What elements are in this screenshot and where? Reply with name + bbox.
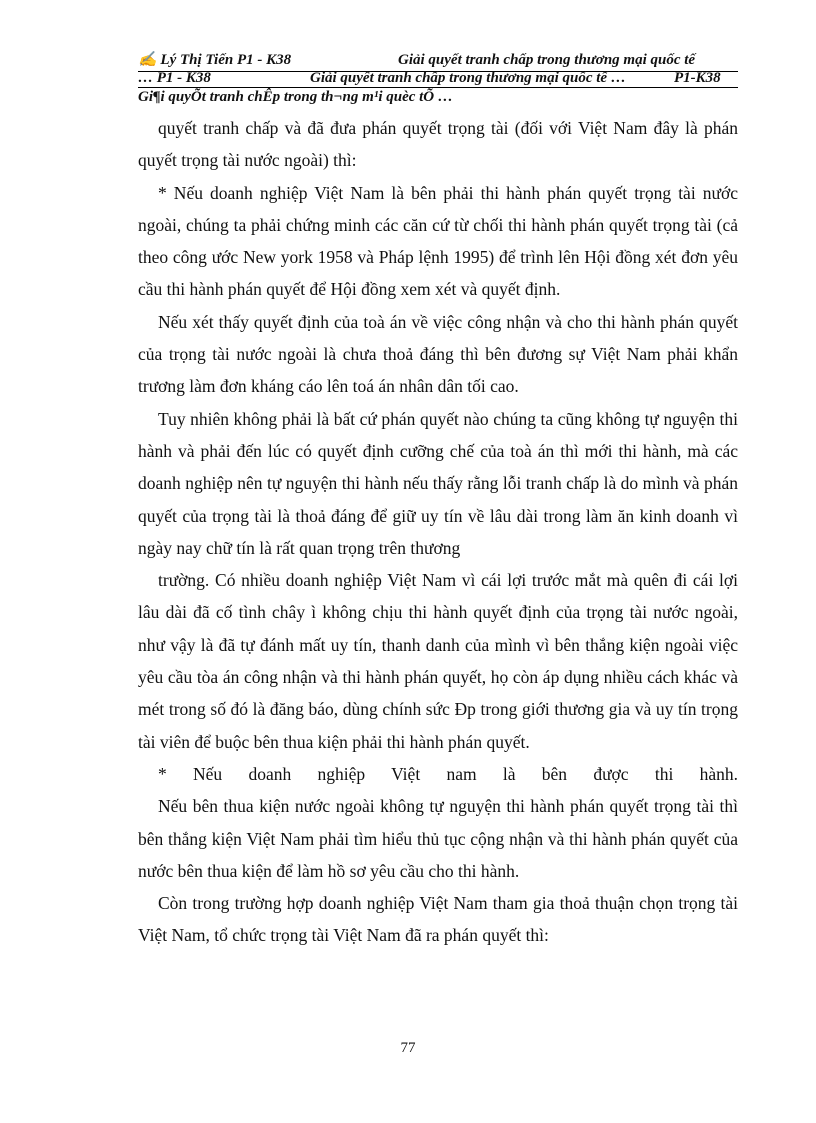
paragraph: * Nếu doanh nghiệp Việt Nam là bên phải thi hành phán quyết trọng tài nước ngoài, chúng ta phải chứng minh các căn cứ từ chối thi hành phán quyết trọng tài (cả theo công ước New york 1958 và Pháp lệnh 1995) để trình lên Hội đồng xét đơn yêu cầu thi hành phán quyết để Hội đồng xem xét và quyết định. <box>138 182 738 300</box>
paragraph: Nếu xét thấy quyết định của toà án về việc công nhận và cho thi hành phán quyết của trọng tài nước ngoài là chưa thoả đáng thì bên đương sự Việt Nam phải khẩn trương làm đơn kháng cáo lên toá án nhân dân tối cao. <box>138 311 738 397</box>
header-title-repeat: Giải quyết tranh chấp trong thương mại quốc tế … <box>310 70 626 86</box>
body-text <box>138 112 738 952</box>
paragraph: Nếu bên thua kiện nước ngoài không tự nguyện thi hành phán quyết trọng tài thì bên thắng kiện Việt Nam phải tìm hiểu thủ tục cộng nhận và thi hành phán quyết của nước bên thua kiện để làm hồ sơ yêu cầu cho thi hành. <box>138 796 738 881</box>
paragraph: trường. Có nhiều doanh nghiệp Việt Nam vì cái lợi trước mắt mà quên đi cái lợi lâu dài đã cố tình chây ì không chịu thi hành quyết định của trọng tài nước ngoài, như vậy là đã tự đánh mất uy tín, thanh danh của mình vì bên thắng kiện ngoài việc yêu cầu tòa án công nhận và thi hành phán quyết, họ còn áp dụng nhiều cách khác và mét trong số đó là đăng báo, dùng chính sức Đp trong giới thương gia và uy tín trọng tài viên để buộc bên thua kiện phải thi hành phán quyết. <box>138 570 738 752</box>
header-title: Giải quyết tranh chấp trong thương mại quốc tế <box>398 52 696 68</box>
paragraph: quyết tranh chấp và đã đưa phán quyết trọng tài (đối với Việt Nam đây là phán quyết trọng tài nước ngoài) thì: <box>138 118 738 171</box>
paragraph: Còn trong trường hợp doanh nghiệp Việt Nam tham gia thoả thuận chọn trọng tài Việt Nam, tổ chức trọng tài Việt Nam đã ra phán quyết thì: <box>138 893 738 946</box>
header-class-left: … P1 - K38 <box>138 70 211 86</box>
header-class-right: P1-K38 <box>674 70 721 86</box>
page-number: 77 <box>400 1040 416 1056</box>
paragraph: Tuy nhiên không phải là bất cứ phán quyết nào chúng ta cũng không tự nguyện thi hành và phải đến lúc có quyết định cưỡng chế của toà án thì mới thi hành, mà các doanh nghiệp nên tự nguyện thi hành nếu thấy rằng lỗi tranh chấp là do mình và phán quyết của trọng tài là thoả đáng để giữ uy tín về lâu dài trong làm ăn kinh doanh vì ngày nay chữ tín là rất quan trọng trên thương <box>138 408 738 558</box>
paragraph: * Nếu doanh nghiệp Việt nam là bên được thi hành. <box>158 763 738 784</box>
running-header-line-3: Gi¶i quyÕt tranh chÊp trong th¬ng m¹i quèc tÕ … <box>138 89 453 105</box>
header-author: ✍ Lý Thị Tiến P1 - K38 <box>138 52 292 68</box>
